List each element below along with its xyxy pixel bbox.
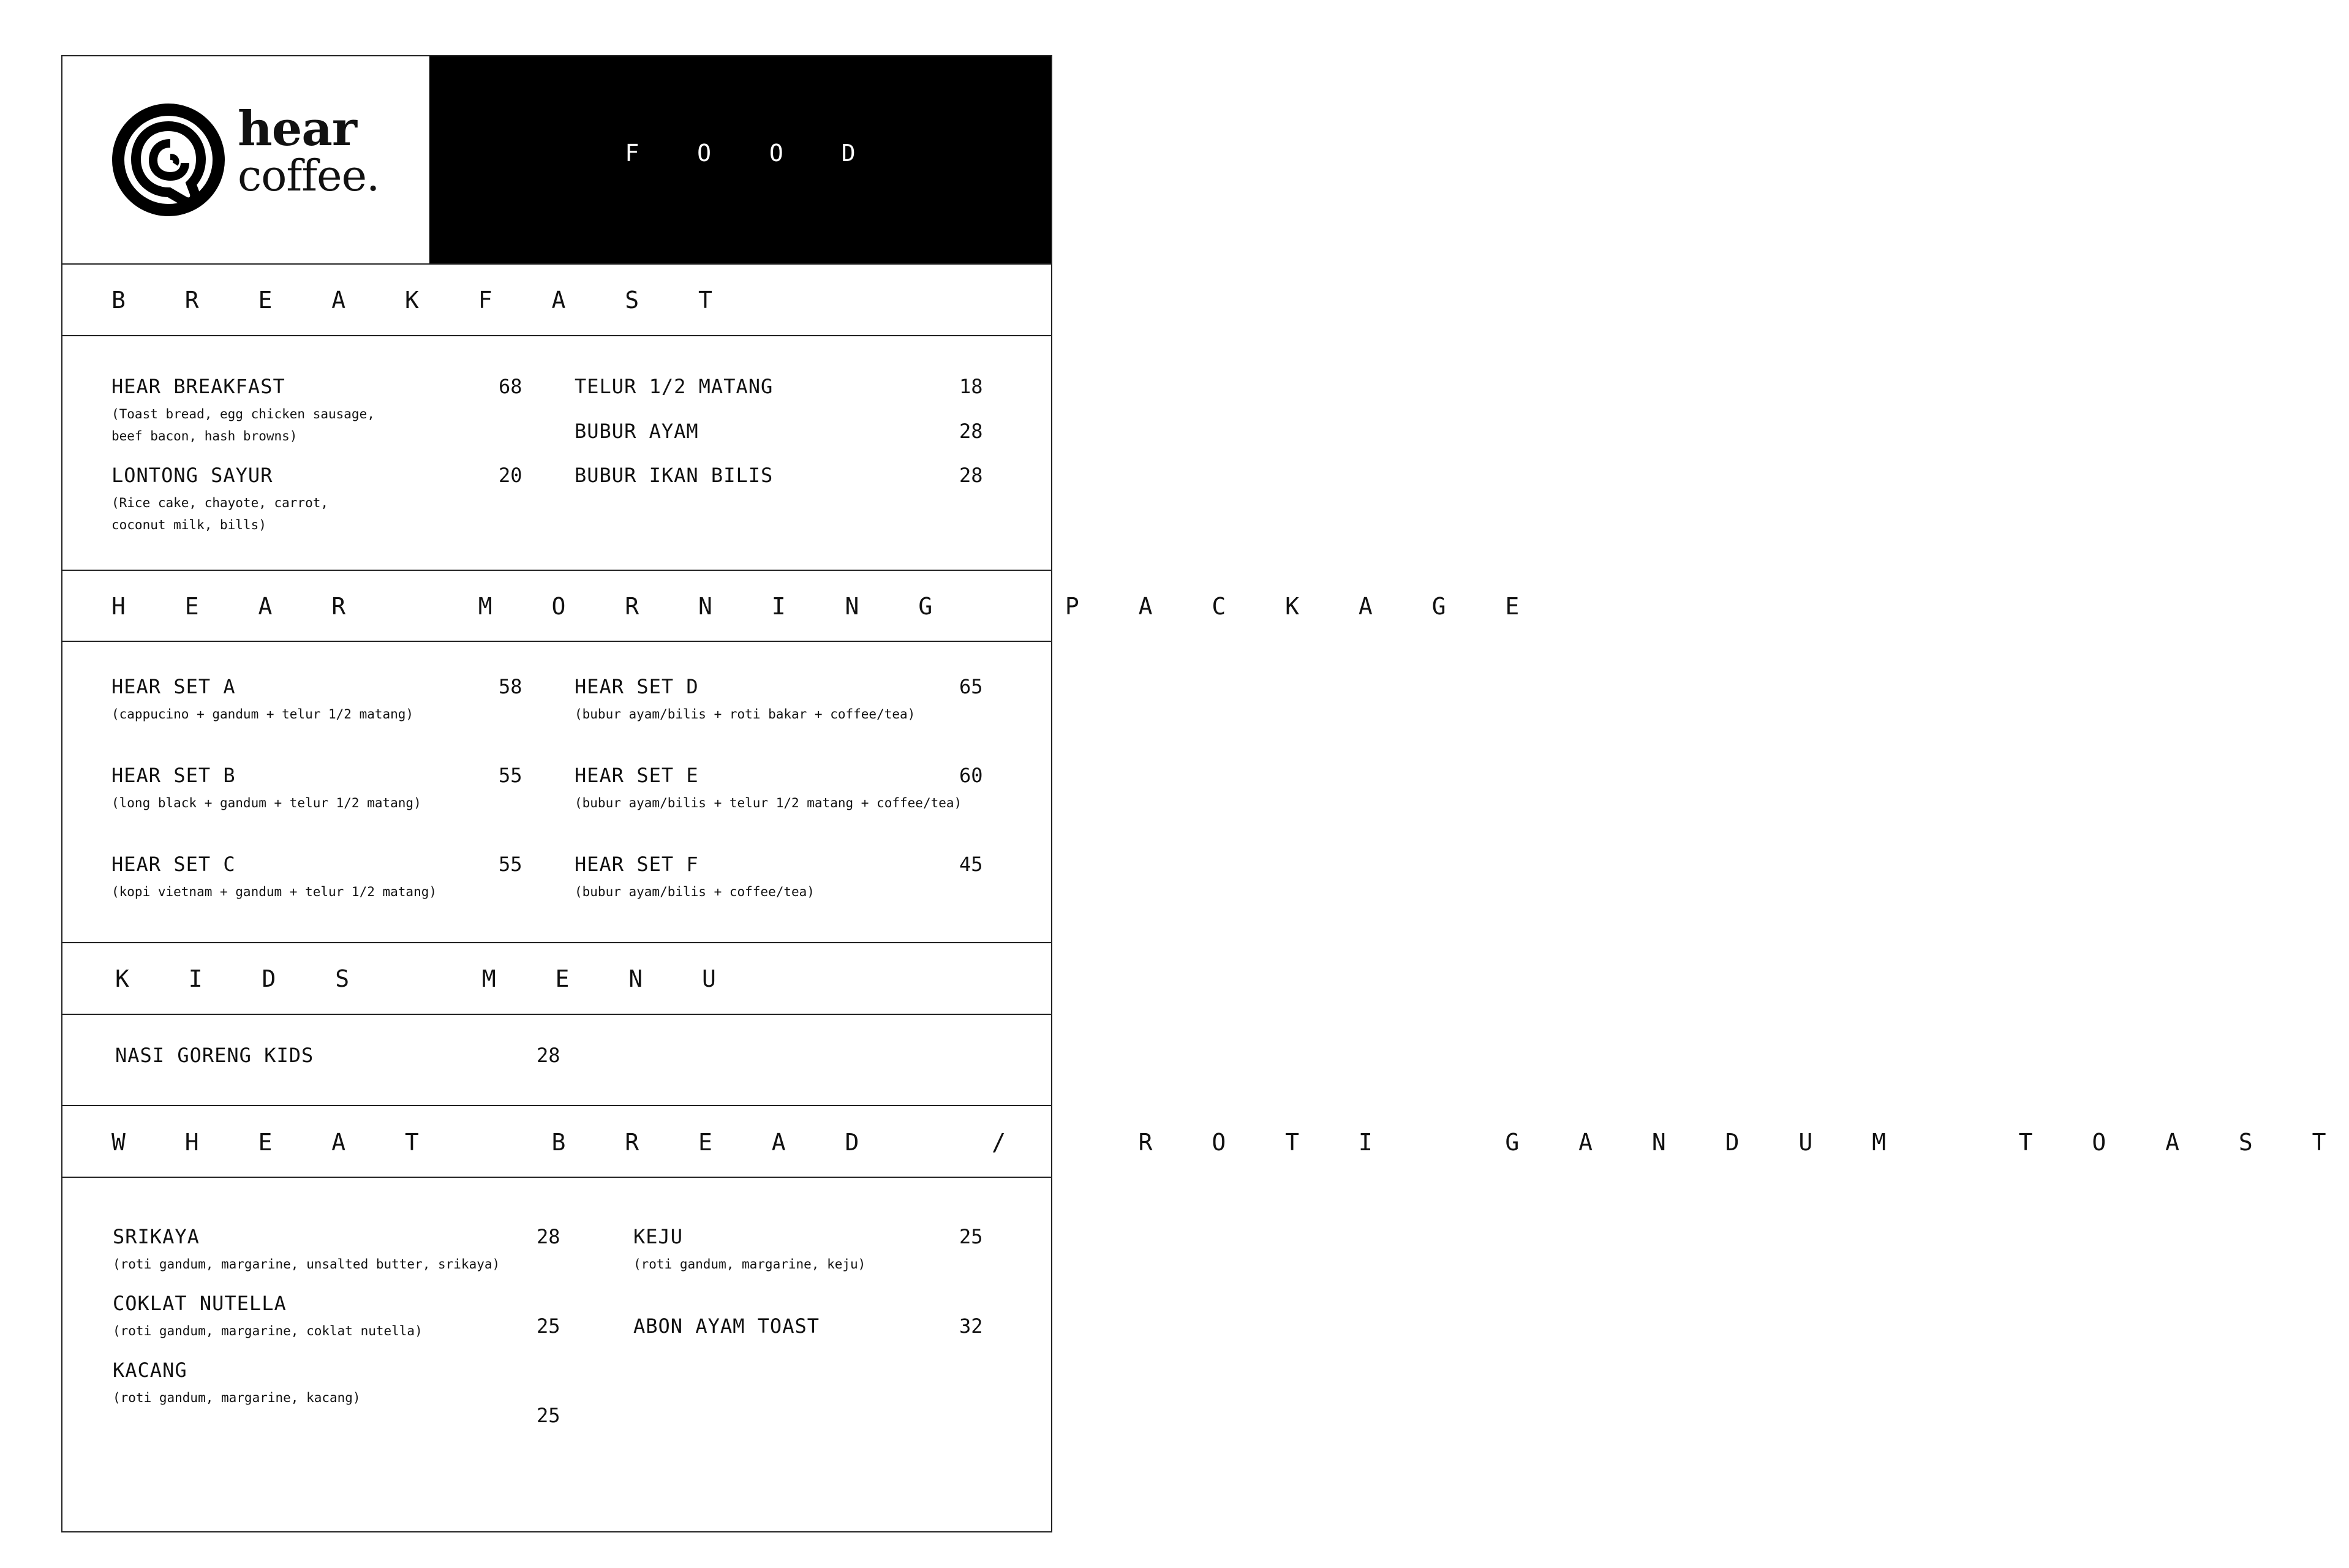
item-name: SRIKAYA [113,1225,200,1248]
item-name: HEAR SET E [575,764,699,787]
section-title-kids-menu: K I D S M E N U [115,965,739,992]
item-name: HEAR BREAKFAST [111,375,285,398]
item-price: 65 [959,675,983,698]
item-name: HEAR SET F [575,853,699,876]
divider [62,1014,1051,1015]
menu-frame [61,55,2349,1532]
item-name: ABON AYAM TOAST [633,1314,820,1338]
item-name: KEJU [633,1225,684,1248]
item-name: BUBUR AYAM [575,420,699,443]
item-description: (Toast bread, egg chicken sausage, beef bacon, hash browns) [111,407,375,443]
item-name: KACANG [113,1359,187,1382]
brand-line-2: coffee. [238,151,380,201]
item-price: 45 [959,853,983,876]
item-description: (roti gandum, margarine, keju) [633,1257,866,1272]
item-price: 68 [499,375,522,398]
item-name: TELUR 1/2 MATANG [575,375,774,398]
item-name: HEAR SET B [111,764,236,787]
item-price: 28 [537,1044,560,1067]
brand-line-1: hear [238,101,356,157]
menu-item [113,1292,423,1342]
item-price: 55 [499,853,522,876]
divider [62,942,1051,943]
menu-item [575,464,773,487]
menu-item [115,1044,314,1067]
menu-item [113,1225,500,1275]
item-price: 25 [537,1314,560,1338]
menu-item [111,764,421,814]
page-title: F O O D [625,140,878,167]
item-description: (long black + gandum + telur 1/2 matang) [111,796,421,810]
divider [62,1105,1051,1106]
item-price: 18 [959,375,983,398]
section-title-toast: W H E A T B R E A D / R O T I G A N D U M T O A S T [111,1129,2349,1156]
item-description: (bubur ayam/bilis + coffee/tea) [575,884,815,899]
item-description: (roti gandum, margarine, coklat nutella) [113,1324,423,1338]
item-name: HEAR SET D [575,675,699,698]
menu-item [575,420,699,443]
menu-item [633,1314,820,1338]
item-description: (bubur ayam/bilis + roti bakar + coffee/tea) [575,707,916,722]
item-name: BUBUR IKAN BILIS [575,464,774,487]
item-name: HEAR SET C [111,853,236,876]
item-price: 32 [959,1314,983,1338]
menu-item [113,1359,361,1409]
section-title-breakfast: B R E A K F A S T [111,287,735,314]
item-name: NASI GORENG KIDS [115,1044,314,1067]
menu-item [575,675,915,725]
item-price: 60 [959,764,983,787]
item-description: (roti gandum, margarine, unsalted butter, srikaya) [113,1257,500,1272]
menu-item [111,464,328,536]
item-price: 25 [959,1225,983,1248]
item-description: (Rice cake, chayote, carrot, coconut milk, bills) [111,496,329,532]
menu-item [575,375,773,398]
divider [62,263,1051,265]
item-name: COKLAT NUTELLA [113,1292,287,1315]
divider [62,641,1051,642]
section-title-morning-package: H E A R M O R N I N G P A C K A G E [111,593,1542,620]
menu-item [111,675,413,725]
divider [62,570,1051,571]
menu-item [575,764,962,814]
item-description: (roti gandum, margarine, kacang) [113,1390,361,1405]
item-price: 58 [499,675,522,698]
divider [62,1177,1051,1178]
item-price: 20 [499,464,522,487]
menu-item [575,853,815,903]
header-banner [429,56,1051,263]
item-price: 55 [499,764,522,787]
item-price: 28 [537,1225,560,1248]
item-name: HEAR SET A [111,675,236,698]
menu-item [111,375,375,447]
brand-wordmark [238,101,380,201]
item-price: 28 [959,420,983,443]
item-name: LONTONG SAYUR [111,464,273,487]
hear-coffee-logo-icon [111,103,225,217]
menu-item [111,853,437,903]
item-price: 28 [959,464,983,487]
divider [62,335,1051,336]
menu-item [633,1225,865,1275]
item-description: (kopi vietnam + gandum + telur 1/2 matang) [111,884,437,899]
item-description: (cappucino + gandum + telur 1/2 matang) [111,707,414,722]
item-description: (bubur ayam/bilis + telur 1/2 matang + coffee/tea) [575,796,962,810]
item-price: 25 [537,1404,560,1427]
